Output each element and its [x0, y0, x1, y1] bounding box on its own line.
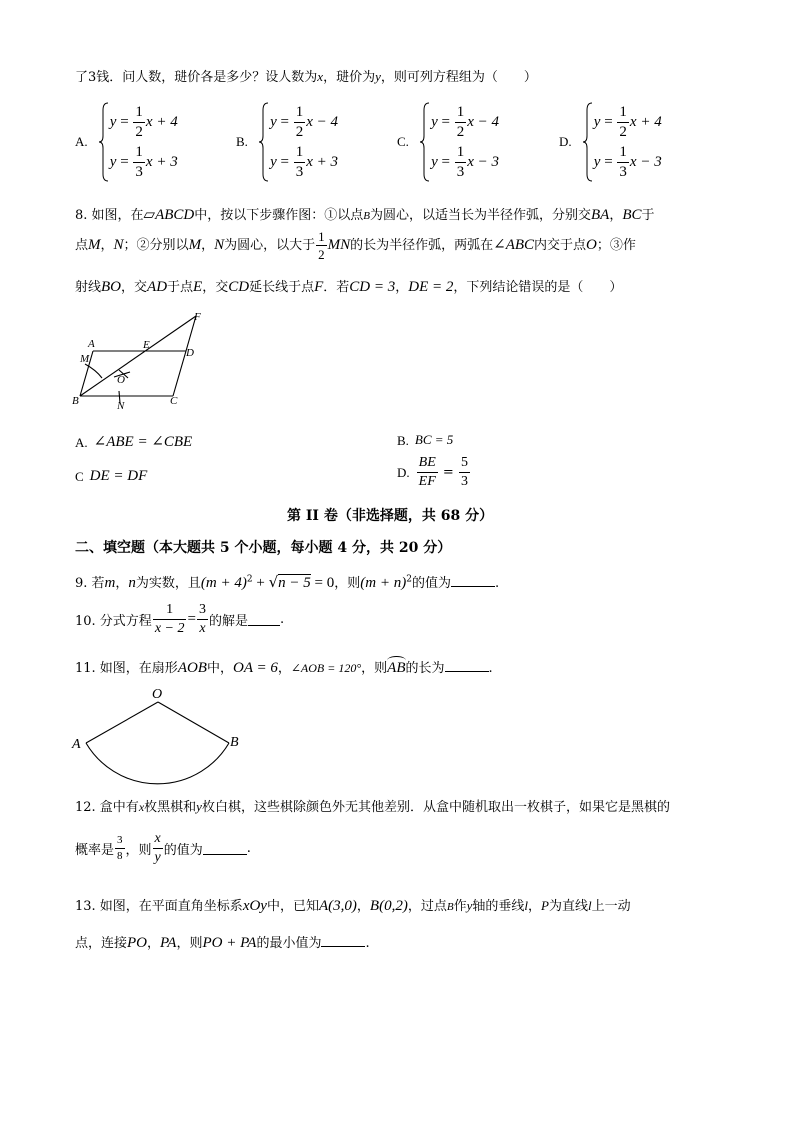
label-E: E	[143, 339, 150, 351]
q7-var-y: y	[375, 69, 381, 84]
equation-system	[258, 102, 338, 182]
q12-line-2: 概率是 $\frac{3}{8}$ ，则 $\frac{x}{y}$ 的值为 .	[75, 831, 251, 865]
q8-line-1: 8. 如图，在▱ABCD中，按以下步骤作图：①以点B为圆心，以适当长为半径作弧，分别交BA，BC于	[75, 207, 655, 223]
option-label: A.	[75, 134, 88, 149]
q7-text-c: ，则可列方程组为（ ）	[380, 70, 537, 85]
answer-blank[interactable]	[445, 659, 489, 672]
sector-figure	[68, 682, 248, 788]
answer-blank[interactable]	[451, 574, 495, 587]
q8-line-2: 点M，N；②分别以M，N为圆心，以大于 $\frac{1}{2}$ MN的长为半径作弧，两弧在∠ABC内交于点O；③作	[75, 229, 636, 262]
equation-row: y = $\frac{1}{2}$ x + 4	[109, 104, 178, 141]
q8-line-3: 射线BO，交AD于点E，交CD延长线于点F．若CD = 3，DE = 2，下列结论错误的是（ ）	[75, 279, 623, 295]
q7-stem	[75, 66, 537, 85]
label-O: O	[117, 374, 125, 386]
q7-option-b	[236, 102, 338, 182]
parallelogram-figure	[72, 306, 222, 412]
equation-row: y = $\frac{1}{2}$ x − 4	[431, 104, 499, 141]
q8-option-c: C DE = DF	[75, 468, 148, 484]
q12-line-1: 12. 盒中有x枚黑棋和y枚白棋，这些棋除颜色外无其他差别．从盒中随机取出一枚棋子，如果它是黑棋的	[75, 799, 670, 815]
q11: 11. 如图，在扇形AOB中，OA = 6，∠AOB = 120°，则AB的长为 .	[75, 660, 493, 676]
q7-text-a: 了3钱．问人数，琎价各是多少？设人数为	[75, 70, 318, 85]
segment-CD	[173, 351, 186, 396]
option-label: C.	[397, 134, 409, 149]
q7-option-c	[397, 102, 499, 182]
ray-BF	[80, 316, 196, 396]
label-M: M	[80, 353, 90, 365]
equation-row: y = $\frac{1}{2}$ x + 4	[593, 104, 662, 141]
label-A: A	[72, 737, 81, 752]
equation-system	[98, 102, 178, 182]
answer-blank[interactable]	[321, 934, 365, 947]
q13-line-1: 13. 如图，在平面直角坐标系xOy中，已知A(3,0)，B(0,2)，过点B作y轴的垂线l，P为直线l上一动	[75, 898, 631, 914]
q8-option-b: B. BC = 5	[397, 432, 454, 448]
equation-system	[419, 102, 499, 182]
q8-option-d: D. $\frac{BE}{EF}$ = $\frac{5}{3}$	[397, 455, 468, 489]
option-label: B.	[236, 134, 248, 149]
label-B: B	[230, 735, 239, 750]
radius-OB	[158, 702, 229, 743]
arc-AB	[86, 743, 229, 784]
label-D: D	[186, 347, 194, 359]
label-N: N	[117, 400, 125, 412]
label-C: C	[170, 395, 178, 407]
equation-row: y = $\frac{1}{3}$ x + 3	[270, 144, 338, 181]
q7-text-b: ，琎价为	[323, 70, 376, 85]
equation-row: y = $\frac{1}{3}$ x + 3	[109, 144, 178, 181]
label-B: B	[72, 395, 79, 407]
label-F: F	[194, 311, 201, 323]
radius-OA	[86, 702, 158, 743]
section-heading: 二、填空题（本大题共 5 个小题，每小题 4 分，共 20 分）	[75, 540, 452, 556]
equation-row: y = $\frac{1}{2}$ x − 4	[270, 104, 338, 141]
equation-row: y = $\frac{1}{3}$ x − 3	[431, 144, 499, 181]
fraction: $\frac{1}{2}$	[318, 229, 325, 262]
option-label: D.	[559, 134, 572, 149]
label-A: A	[88, 338, 95, 350]
q7-option-d	[559, 102, 662, 182]
part-ii-title: 第 II 卷（非选择题，共 68 分）	[287, 508, 494, 524]
q9: 9. 若m，n为实数，且$(m + 4)^2 + √n - 5 = 0$，则$(m + n)^2$的值为 .	[75, 573, 500, 591]
q13-line-2: 点，连接PO，PA，则PO + PA的最小值为 .	[75, 935, 370, 951]
answer-blank[interactable]	[248, 613, 280, 626]
q10: 10. 分式方程 $\frac{1}{x - 2}$ = $\frac{3}{x}$ 的解是 .	[75, 602, 285, 636]
q7-var-x: x	[317, 69, 324, 84]
q8-option-a: A. ∠ABE = ∠CBE	[75, 434, 193, 450]
answer-blank[interactable]	[203, 842, 247, 855]
q7-option-a	[75, 102, 178, 182]
equation-system	[582, 102, 662, 182]
label-O: O	[152, 687, 163, 702]
equation-row: y = $\frac{1}{3}$ x − 3	[593, 144, 662, 181]
